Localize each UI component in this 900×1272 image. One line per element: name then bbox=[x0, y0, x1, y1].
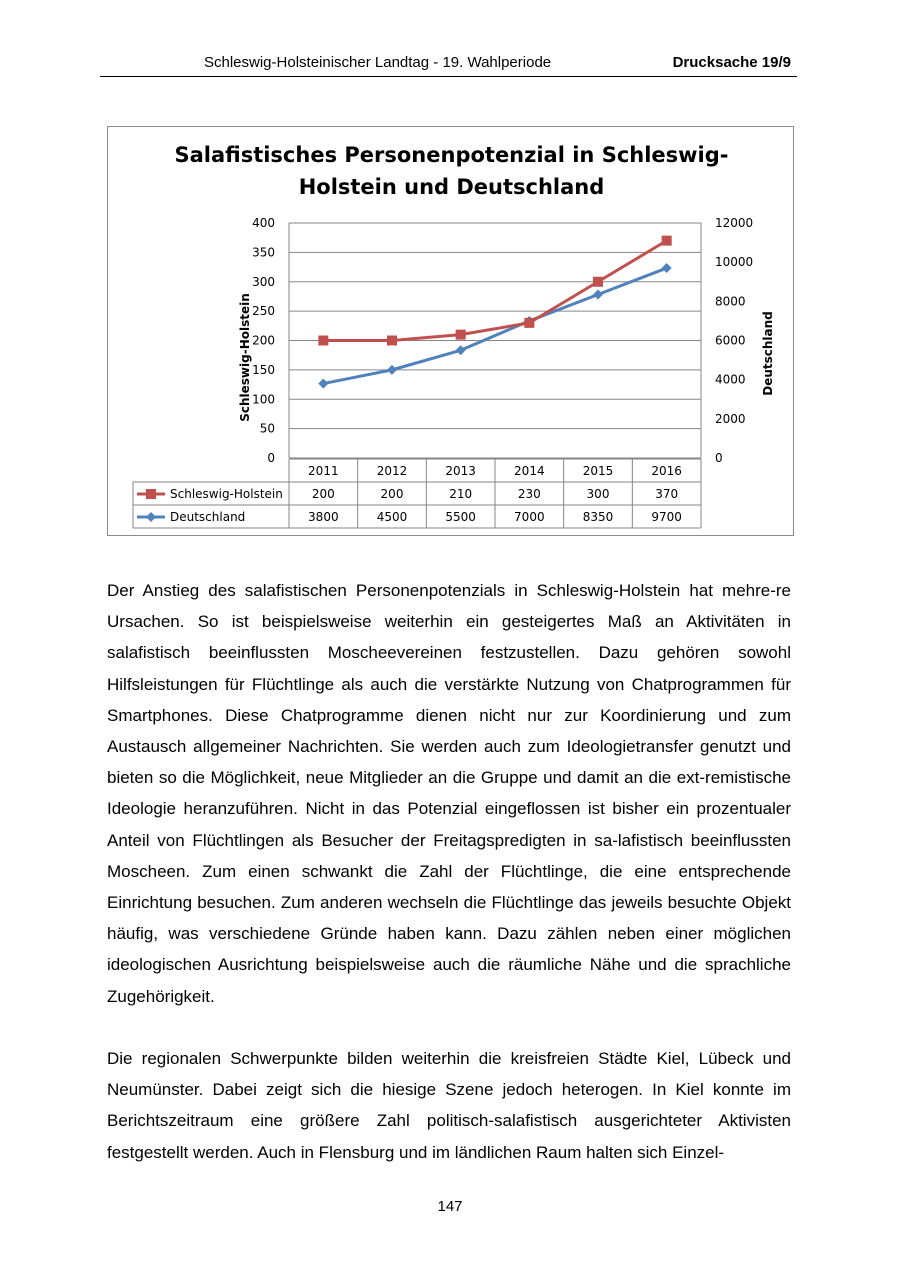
y-axis-title: Schleswig-Holstein bbox=[238, 293, 252, 422]
data-table-value: 200 bbox=[380, 487, 404, 501]
x-tick-label: 2014 bbox=[514, 464, 545, 478]
data-point bbox=[662, 236, 672, 246]
data-table-value: 8350 bbox=[582, 510, 614, 524]
data-point bbox=[318, 336, 328, 346]
y-tick-label: 150 bbox=[252, 362, 275, 377]
y2-tick-label: 0 bbox=[715, 451, 723, 465]
y2-tick-label: 2000 bbox=[715, 411, 746, 426]
y-tick-label: 50 bbox=[259, 421, 275, 436]
y-tick-label: 0 bbox=[267, 451, 275, 465]
chart-title-line-1: Salafistisches Personenpotenzial in Schleswig- bbox=[174, 143, 729, 167]
y-tick-label: 300 bbox=[252, 274, 275, 289]
data-point bbox=[456, 345, 466, 355]
data-point bbox=[593, 289, 603, 299]
x-tick-label: 2012 bbox=[376, 464, 408, 478]
legend-marker bbox=[146, 512, 156, 522]
data-point bbox=[524, 318, 534, 328]
legend-label: Schleswig-Holstein bbox=[170, 487, 283, 501]
y2-tick-label: 12000 bbox=[715, 216, 754, 230]
y2-tick-label: 8000 bbox=[715, 294, 746, 309]
y2-tick-label: 10000 bbox=[715, 255, 754, 270]
data-table-value: 5500 bbox=[445, 510, 476, 524]
y-tick-label: 250 bbox=[252, 304, 275, 319]
data-table-value: 210 bbox=[449, 487, 473, 501]
x-tick-label: 2015 bbox=[582, 464, 614, 478]
legend-label: Deutschland bbox=[170, 510, 246, 524]
series-line-deutschland bbox=[323, 268, 666, 384]
data-point bbox=[318, 379, 328, 389]
data-table-value: 7000 bbox=[514, 510, 545, 524]
line-chart bbox=[108, 127, 795, 537]
y-tick-label: 350 bbox=[252, 245, 275, 260]
data-table-value: 9700 bbox=[651, 510, 682, 524]
x-tick-label: 2011 bbox=[308, 464, 339, 478]
data-point bbox=[593, 277, 603, 287]
paragraph-1: Der Anstieg des salafistischen Personenpotenzials in Schleswig-Holstein hat mehre-re Ursachen. So ist beispielsweise weiterhin ein gesteigertes Maß an Aktivitäten in salafistisch beeinflussten Moscheevereinen festzustellen. Dazu gehören sowohl Hilfsleistungen für Flüchtlinge als auch die verstärkte Nutzung von Chatprogrammen für Smartphones. Diese Chatprogramme dienen nicht nur zur Koordinierung und zum Austausch allgemeiner Nachrichten. Sie werden auch zum Ideologietransfer genutzt und bieten so die Möglichkeit, neue Mitglieder an die Gruppe und damit an die ext-remistische Ideologie heranzuführen. Nicht in das Potenzial eingeflossen ist bisher ein prozentualer Anteil von Flüchtlingen als Besucher der Freitagspredigten in sa-lafistisch beeinflussten Moscheen. Zum einen schwankt die Zahl der Flüchtlinge, die eine entsprechende Einrichtung besuchen. Zum anderen wechseln die Flüchtlinge das jeweils besuchte Objekt häufig, was verschiedene Gründe haben kann. Dazu zählen neben einer möglichen ideologischen Ausrichtung beispielsweise auch die räumliche Nähe und die sprachliche Zugehörigkeit. bbox=[107, 581, 791, 1006]
y2-tick-label: 6000 bbox=[715, 333, 746, 348]
y2-tick-label: 4000 bbox=[715, 372, 746, 387]
data-table-value: 3800 bbox=[308, 510, 339, 524]
page-header bbox=[100, 52, 797, 77]
data-point bbox=[662, 263, 672, 273]
data-table-value: 200 bbox=[311, 487, 335, 501]
chart-title-line-2: Holstein und Deutschland bbox=[298, 175, 605, 199]
x-tick-label: 2016 bbox=[651, 464, 682, 478]
header-title: Schleswig-Holsteinischer Landtag - 19. Wahlperiode bbox=[204, 54, 552, 71]
y-tick-label: 200 bbox=[252, 333, 275, 348]
data-point bbox=[387, 336, 397, 346]
data-table-value: 370 bbox=[655, 487, 679, 501]
data-point bbox=[387, 365, 397, 375]
chart-container bbox=[107, 126, 794, 536]
y-tick-label: 100 bbox=[252, 392, 275, 407]
document-number: Drucksache 19/9 bbox=[672, 54, 791, 71]
legend-marker bbox=[146, 489, 156, 499]
data-table-value: 4500 bbox=[376, 510, 408, 524]
series-line-schleswig-holstein bbox=[323, 241, 666, 341]
page-number: 147 bbox=[437, 1198, 463, 1215]
data-table-value: 300 bbox=[586, 487, 610, 501]
y-tick-label: 400 bbox=[252, 216, 275, 230]
x-tick-label: 2013 bbox=[445, 464, 476, 478]
y2-axis-title: Deutschland bbox=[761, 311, 775, 396]
paragraph-2: Die regionalen Schwerpunkte bilden weiterhin die kreisfreien Städte Kiel, Lübeck und Neumünster. Dabei zeigt sich die hiesige Szene jedoch heterogen. In Kiel konnte im Berichtszeitraum eine größere Zahl politisch-salafistisch ausgerichteter Aktivisten festgestellt werden. Auch in Flensburg und im ländlichen Raum halten sich Einzel- bbox=[107, 1049, 791, 1162]
data-table-value: 230 bbox=[517, 487, 541, 501]
data-point bbox=[456, 330, 466, 340]
